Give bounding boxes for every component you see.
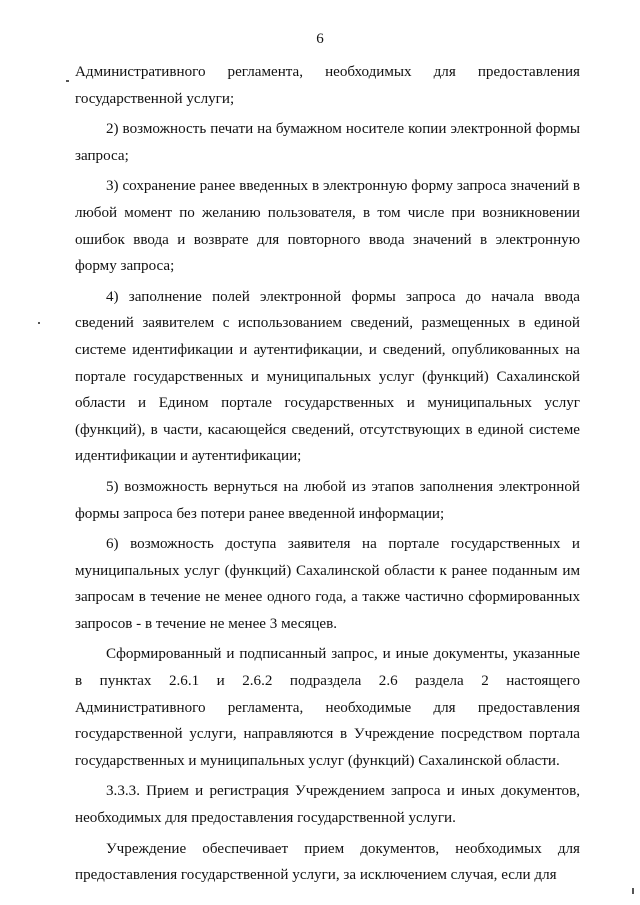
scan-speck bbox=[38, 322, 40, 324]
paragraph-reception: Учреждение обеспечивает прием документов, необходимых для предоставления государственной услуги, за исключением случая, если для bbox=[75, 840, 580, 884]
list-item-2: 2) возможность печати на бумажном носителе копии электронной формы запроса; bbox=[75, 121, 580, 164]
paragraph-continuation: Административного регламента, необходимых для предоставления государственной услуги; bbox=[75, 64, 580, 107]
paragraph-submission: Сформированный и подписанный запрос, и иные документы, указанные в пунктах 2.6.1 и 2.6.2 подраздела 2.6 раздела 2 настоящего Административного регламента, необходимые для предоставления государственной услуги, направляются в Учреждение посредством портала государственных и муниципальных услуг (функций) Сахалинской области. bbox=[75, 646, 580, 769]
list-item-6: 6) возможность доступа заявителя на портале государственных и муниципальных услуг (функций) Сахалинской области к ранее поданным им запросам в течение не менее одного года, а также частично сформированных запросов - в течение не менее 3 месяцев. bbox=[75, 536, 580, 632]
scan-speck bbox=[632, 888, 634, 894]
document-body bbox=[75, 59, 580, 893]
section-heading-3-3-3: 3.3.3. Прием и регистрация Учреждением запроса и иных документов, необходимых для предоставления государственной услуги. bbox=[75, 783, 580, 827]
list-item-4: 4) заполнение полей электронной формы запроса до начала ввода сведений заявителем с использованием сведений, размещенных в единой системе идентификации и аутентификации, и сведений, опубликованных на портале государственных и муниципальных услуг (функций) Сахалинской области и Едином портале государственных и муниципальных услуг (функций), в части, касающейся сведений, отсутствующих в единой системе идентификации и аутентификации; bbox=[75, 288, 580, 465]
scan-speck bbox=[66, 80, 69, 82]
list-item-5: 5) возможность вернуться на любой из этапов заполнения электронной формы запроса без потери ранее введенной информации; bbox=[75, 478, 580, 522]
page-number: 6 bbox=[316, 31, 324, 47]
list-item-3: 3) сохранение ранее введенных в электронную форму запроса значений в любой момент по желанию пользователя, в том числе при возникновении ошибок ввода и возврате для повторного ввода значений в электронную форму запроса; bbox=[75, 178, 580, 275]
